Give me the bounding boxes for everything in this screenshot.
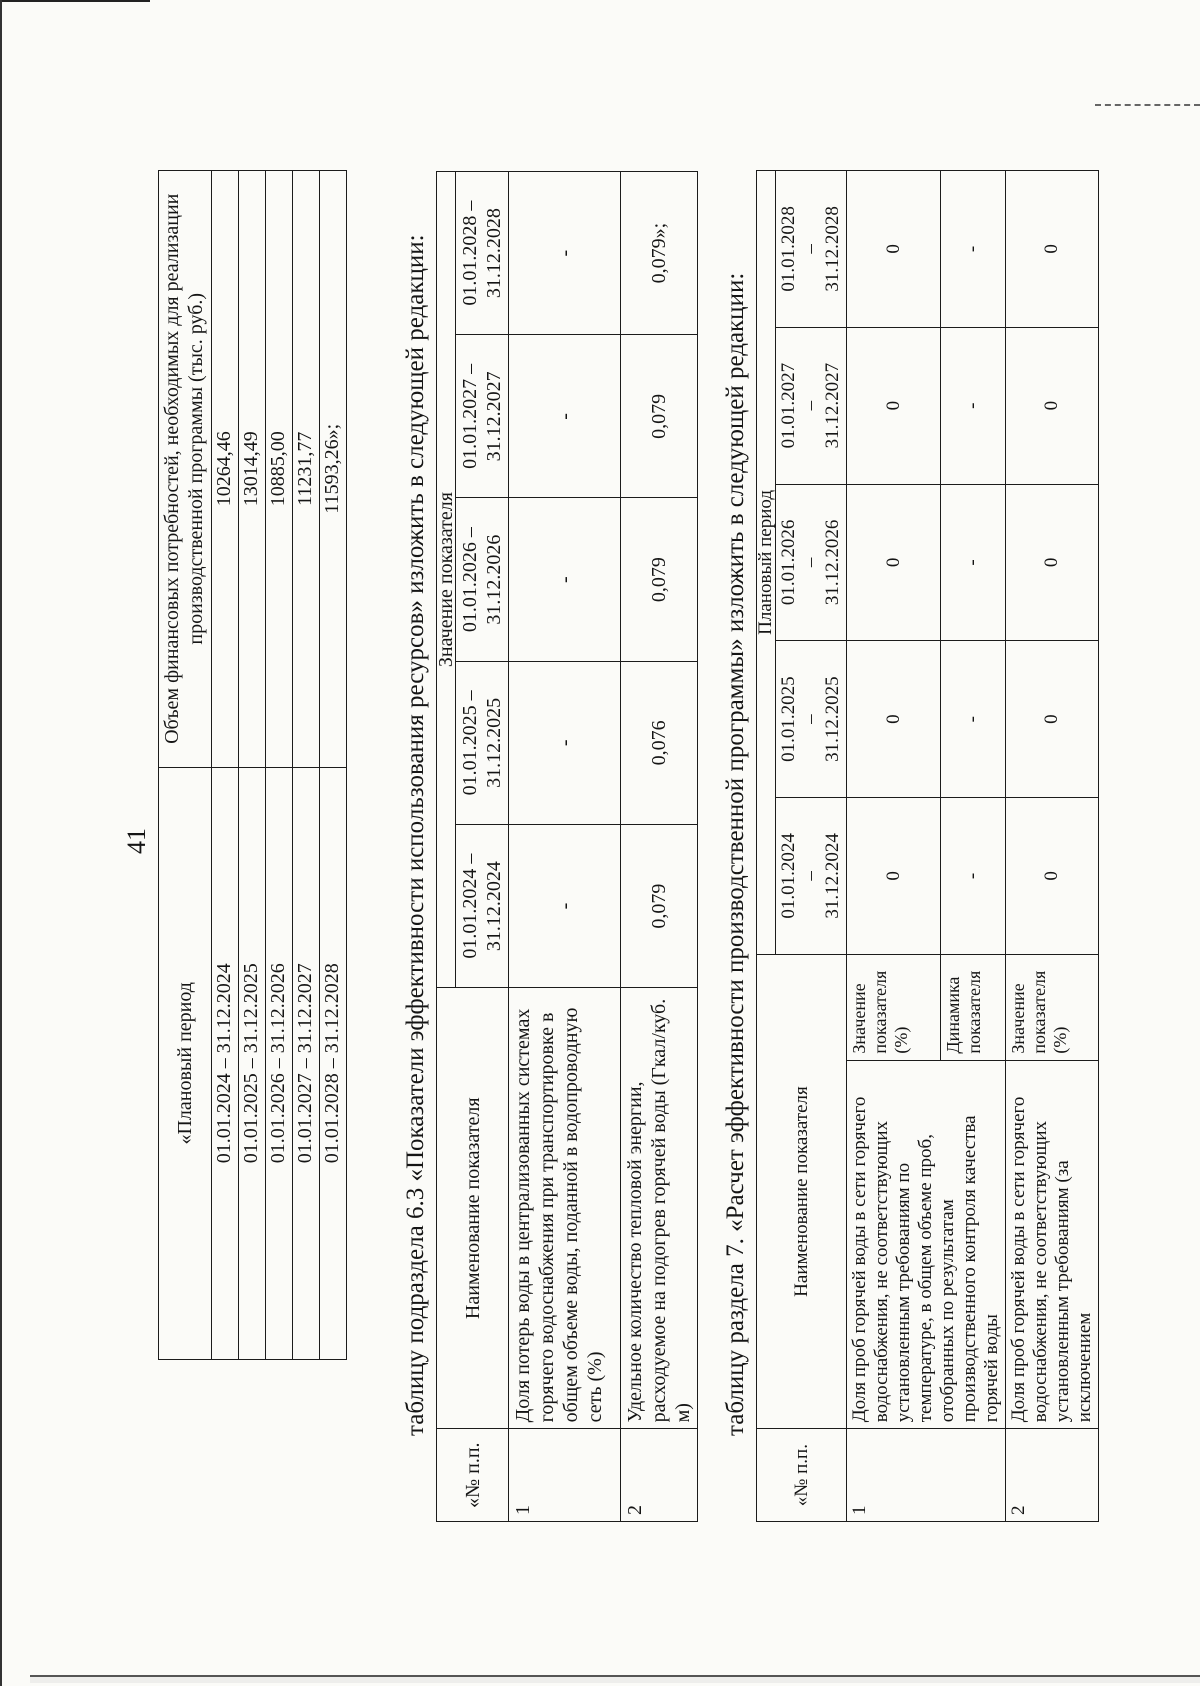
value-cell: 13014,49 [239, 171, 266, 768]
table-row [320, 171, 347, 1360]
value-cell: - [941, 327, 1006, 484]
period-header [776, 641, 847, 798]
value-cell: 0 [847, 327, 941, 484]
period-dash: – [800, 714, 821, 724]
row-subindicator: Значение показателя (%) [1006, 954, 1099, 1060]
table-row [266, 171, 293, 1360]
value-cell: 0,079 [621, 824, 698, 987]
value-cell: - [941, 171, 1006, 328]
value-cell: - [509, 172, 621, 335]
row-name: Доля проб горячей воды в сети горячего водоснабжения, не соответствующих установленным требованиям по температуре, в общем объеме проб, отобранных по результатам производственного контроля качества горячей воды [847, 1060, 1006, 1429]
table-header-row [437, 172, 456, 1522]
period-cell: 01.01.2027 – 31.12.2027 [293, 767, 320, 1359]
row-name: Доля потерь воды в централизованных системах горячего водоснабжения при транспортировке в общем объеме воды, поданной в водопроводную сеть (%) [509, 988, 621, 1429]
header-name: Наименование показателя [437, 988, 509, 1429]
row-num: 1 [847, 1429, 1006, 1522]
value-cell: 0 [847, 641, 941, 798]
value-cell: 0,076 [621, 661, 698, 824]
value-cell: 11231,77 [293, 171, 320, 768]
row-subindicator: Значение показателя (%) [847, 954, 941, 1060]
period-end: 31.12.2027 [822, 362, 843, 449]
period-cell: 01.01.2025 – 31.12.2025 [239, 767, 266, 1359]
value-cell: 10885,00 [266, 171, 293, 768]
value-cell: 0,079 [621, 335, 698, 498]
value-cell: 11593,26»; [320, 171, 347, 768]
period-header [776, 327, 847, 484]
row-name: Доля проб горячей воды в сети горячего водоснабжения, не соответствующих установленным требованиям (за исключением [1006, 1060, 1099, 1429]
value-cell: 0,079»; [621, 172, 698, 335]
value-cell: 0,079 [621, 498, 698, 661]
page-number: 41 [122, 828, 151, 854]
period-start: 01.01.2025 [778, 676, 799, 762]
value-cell: - [509, 498, 621, 661]
value-cell: 0 [1006, 641, 1099, 798]
period-cell: 01.01.2026 – 31.12.2026 [266, 767, 293, 1359]
value-cell: 0 [847, 484, 941, 641]
period-end: 31.12.2024 [822, 833, 843, 919]
row-num: 2 [621, 1429, 698, 1522]
header-value: Значение показателя [437, 172, 456, 988]
period-start: 01.01.2027 [778, 362, 799, 449]
table-row [509, 172, 621, 1522]
table-header-row [757, 171, 776, 1522]
row-num: 1 [509, 1429, 621, 1522]
period-start: 01.01.2026 [778, 519, 799, 606]
period-header [776, 484, 847, 641]
header-volume: Объем финансовых потребностей, необходимых для реализации производственной программы (тыс. руб.) [159, 171, 212, 768]
period-dash: – [800, 400, 821, 411]
period-header [776, 171, 847, 328]
value-cell: 0 [847, 171, 941, 328]
resource-efficiency-table [436, 171, 698, 1522]
period-cell: 01.01.2028 – 31.12.2028 [320, 767, 347, 1359]
period-end: 31.12.2026 [822, 519, 843, 606]
value-cell: - [509, 335, 621, 498]
financial-needs-table [158, 170, 347, 1360]
period-header: 01.01.2025 – 31.12.2025 [456, 661, 509, 824]
value-cell: 10264,46 [212, 171, 239, 768]
table-row [212, 171, 239, 1360]
intro-section-6-3: таблицу подраздела 6.3 «Показатели эффективности использования ресурсов» изложить в следующей редакции: [402, 234, 429, 1436]
table-row [293, 171, 320, 1360]
period-cell: 01.01.2024 – 31.12.2024 [212, 767, 239, 1359]
program-efficiency-table [756, 170, 1099, 1522]
period-dash: – [800, 871, 821, 881]
table-row [847, 171, 941, 1522]
value-cell: 0 [1006, 798, 1099, 955]
period-end: 31.12.2025 [822, 676, 843, 762]
period-dash: – [800, 244, 821, 254]
row-name: Удельное количество тепловой энергии, расходуемое на подогрев горячей воды (Гкал/куб. м) [621, 988, 698, 1429]
value-cell: 0 [1006, 171, 1099, 328]
table-header-row [159, 171, 212, 1360]
header-num: «№ п.п. [757, 1429, 847, 1522]
period-start: 01.01.2028 [778, 206, 799, 292]
value-cell: 0 [1006, 327, 1099, 484]
table-row [621, 172, 698, 1522]
header-num: «№ п.п. [437, 1429, 509, 1522]
period-header: 01.01.2024 – 31.12.2024 [456, 824, 509, 987]
value-cell: - [941, 484, 1006, 641]
value-cell: - [509, 824, 621, 987]
value-cell: - [941, 798, 1006, 955]
table-row [239, 171, 266, 1360]
period-end: 31.12.2028 [822, 206, 843, 292]
value-cell: 0 [1006, 484, 1099, 641]
row-subindicator: Динамика показателя [941, 954, 1006, 1060]
table-row [1006, 171, 1099, 1522]
period-dash: – [800, 557, 821, 568]
period-header: 01.01.2027 – 31.12.2027 [456, 335, 509, 498]
scan-edge-bottom [30, 1675, 1200, 1683]
header-name: Наименование показателя [757, 954, 847, 1428]
value-cell: 0 [847, 798, 941, 955]
period-header: 01.01.2028 – 31.12.2028 [456, 172, 509, 335]
intro-section-7: таблицу раздела 7. «Расчет эффективности производственной программы» изложить в следующей редакции: [722, 272, 749, 1436]
value-cell: - [941, 641, 1006, 798]
value-cell: - [509, 661, 621, 824]
period-header [776, 798, 847, 955]
header-planned-period: Плановый период [757, 171, 776, 955]
header-period: «Плановый период [159, 767, 212, 1359]
row-num: 2 [1006, 1429, 1099, 1522]
period-header: 01.01.2026 – 31.12.2026 [456, 498, 509, 661]
period-start: 01.01.2024 [778, 833, 799, 919]
